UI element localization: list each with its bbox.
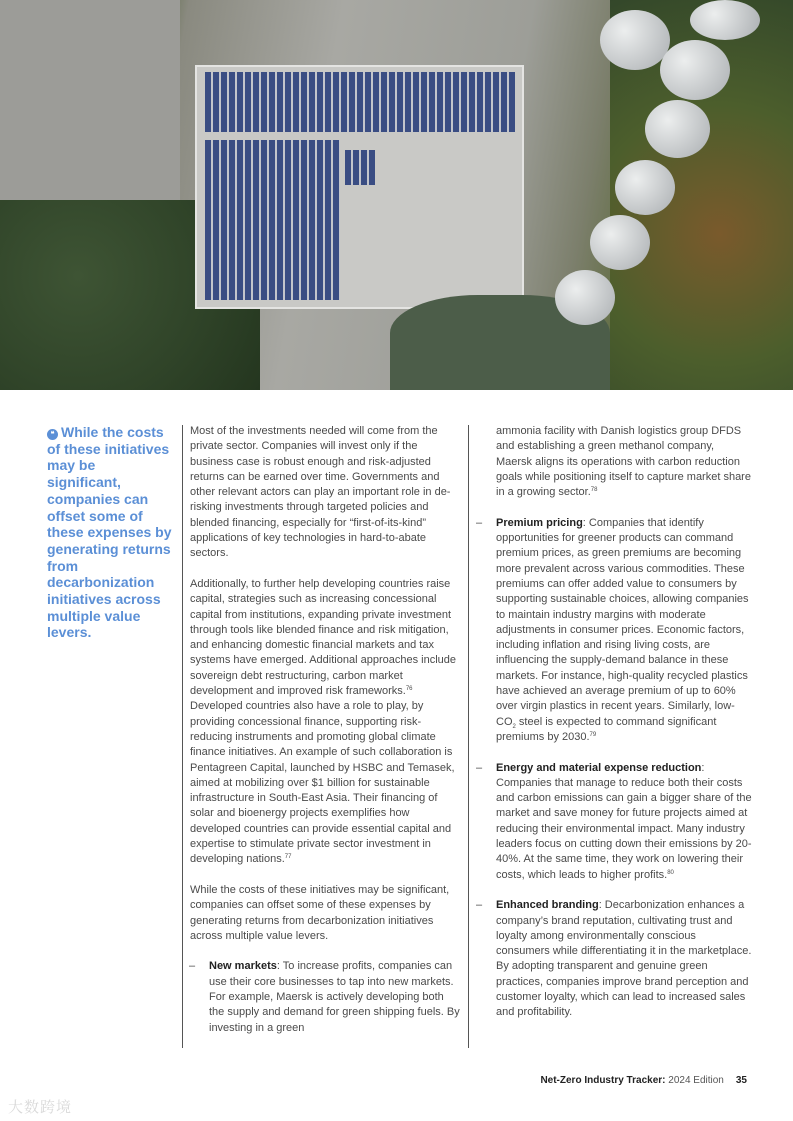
bullet-premium-pricing: – Premium pricing: Companies that identify opportunities for greener products can command premium prices, as green premiums are becoming more prevalent across various commodities. These premiums can offer added value to consumers by supporting sustainable choices, allowing companies to maintain industry margins with moderate adjustments in consumer prices. Economic factors, including inflation and rising living costs, are influencing the supply-demand balance in these markets. For instance, high-quality recycled plastics have achieved an average premium of up to 60% over virgin plastics in recent years. Similarly, low-$CO_2$ steel is expected to command significant premiums by 2030.79	[476, 516, 749, 743]
paragraph: Most of the investments needed will come from the private sector. Companies will invest only if the business case is robust enough and risk-adjusted returns can be earned over time. Governments and other relevant actors can play an important role in de-risking investments through targeted policies and blended financing, especially for “first-of-its-kind” applications of key technologies in hard-to-abate sectors.	[190, 425, 451, 560]
bullet-expense-reduction: – Energy and material expense reduction: Companies that manage to reduce both their costs and carbon emissions can gain a bigger share of the market and save money for future projects aimed at reducing their environmental impact. Many industry leaders focus on cutting down their emissions by 20-40%. At the same time, they work on lowering their costs, which leads to higher profits.$^{80}$	[476, 761, 752, 881]
page-number: 35	[735, 1075, 747, 1086]
body-column-2	[476, 424, 752, 1036]
paragraph: ammonia facility with Danish logistics group DFDS and establishing a green methanol company, Maersk aligns its operations with carbon reduction goals while positioning itself to capture market share in a growing sector.$^{78}$	[496, 425, 751, 499]
aerial-factory-photo	[0, 0, 793, 390]
paragraph: Additionally, to further help developing countries raise capital, strategies such as increasing concessional capital from institutions, expanding private investment through tools like blended finance and risk mitigation, and enhancing domestic financial markets and tax systems have emerged. Additional approaches include sovereign debt restructuring, carbon market development and improved risk frameworks.$^{76}$ Developed countries also have a role to play, by providing concessional finance, supporting risk-reducing instruments and promoting global climate finance initiatives. An example of such collaboration is Pentagreen Capital, launched by HSBC and Temasek, aimed at mobilizing over $1 billion for sustainable infrastructure in South-East Asia. Their financing of solar and bioenergy projects exemplifies how developed countries can provide essential capital and expertise to stimulate private sector investment in developing nations.$^{77}$	[190, 577, 456, 866]
pull-quote: ❝ While the costs of these initiatives may be significant, companies can offset some of these expenses by generating returns from decarbonization initiatives across multiple value levers.	[47, 424, 172, 641]
body-column-1	[190, 424, 462, 1051]
page-footer: Net-Zero Industry Tracker: 2024 Edition 35	[540, 1075, 747, 1086]
watermark: 大数跨境	[8, 1099, 73, 1116]
paragraph: While the costs of these initiatives may be significant, companies can offset some of these expenses by generating returns from decarbonization initiatives across multiple value levers.	[190, 883, 450, 942]
column-divider	[182, 425, 183, 1048]
quote-icon: ❝	[47, 429, 58, 440]
bullet-new-markets: – New markets: To increase profits, companies can use their core businesses to tap into new markets. For example, Maersk is actively developing both the supply and demand for green shipping fuels. By investing in a green	[189, 960, 460, 1034]
column-divider	[468, 425, 469, 1048]
bullet-enhanced-branding: – Enhanced branding: Decarbonization enhances a company’s brand reputation, cultivating trust and loyalty among environmentally conscious consumers while differentiating it in the marketplace. By adopting transparent and genuine green practices, companies improve brand perception and customer loyalty, which can lead to increased sales and profitability.	[476, 899, 752, 1019]
